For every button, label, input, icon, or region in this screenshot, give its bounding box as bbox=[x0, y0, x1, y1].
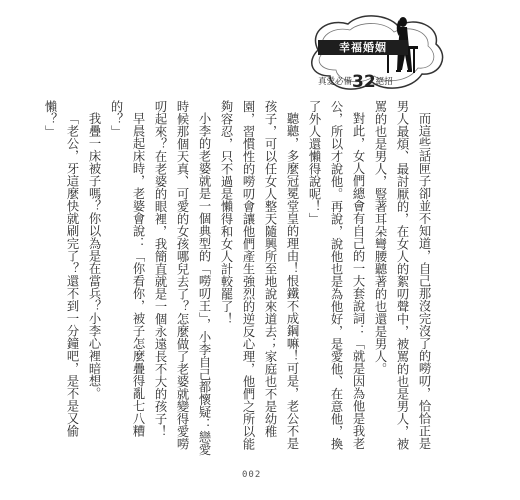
paragraph: 早晨起床時，老婆會說：「你看你，被子怎麼疊得亂七八糟的？」 bbox=[109, 100, 145, 438]
paragraph: 我疊一床被子嗎？你以為是在當兵？小李心裡暗想。 bbox=[87, 112, 101, 400]
subtitle-suffix: 絕招 bbox=[375, 77, 393, 87]
paragraph: 對此，女人們總會有自己的一大套說詞：「就是因為他是我老公，所以才說他。再說，說他也是為他好，是愛他、在意他，換了外人還懶得說呢！」 bbox=[307, 100, 365, 450]
book-series-title: 幸福婚姻 bbox=[318, 40, 408, 55]
subtitle-prefix: 真愛必備 bbox=[318, 77, 353, 87]
vertical-body-text bbox=[39, 100, 435, 460]
book-subtitle bbox=[318, 72, 418, 90]
paragraph: 而這些話匣子卻並不知道，自己那沒完沒了的嘮叨，恰恰正是男人最煩、最討厭的，在女人的絮叨聲中，被罵的也是男人，被罵的也是男人，豎著耳朵彎腰聽著的也還是男人。 bbox=[373, 100, 431, 450]
subtitle-number: 32 bbox=[352, 72, 376, 92]
paragraph: 「老公，牙這麼快就刷完了？還不到一分鐘吧，是不是又偷懶？」 bbox=[43, 100, 79, 438]
page-number: 002 bbox=[242, 470, 262, 480]
paragraph: 小李的老婆就是一個典型的「嘮叨王」，小李自己都懷疑：戀愛時候那個天真、可愛的女孩哪兒去了？怎麼做了老婆就變得愛嘮叨起來？在老婆的眼裡，我簡直就是一個永遠長不大的孩子！ bbox=[153, 100, 211, 457]
paragraph: 聽聽，多麼冠冕堂皇的理由！恨鐵不成鋼嘛！可是，老公不是孩子，可以任女人整天隨興所至地說來道去；家庭也不是幼稚園，習慣性的嘮叨會讓他們產生強烈的逆反心理，他們之所以能夠容忍，只不過是懶得和女人計較罷了！ bbox=[219, 100, 299, 450]
